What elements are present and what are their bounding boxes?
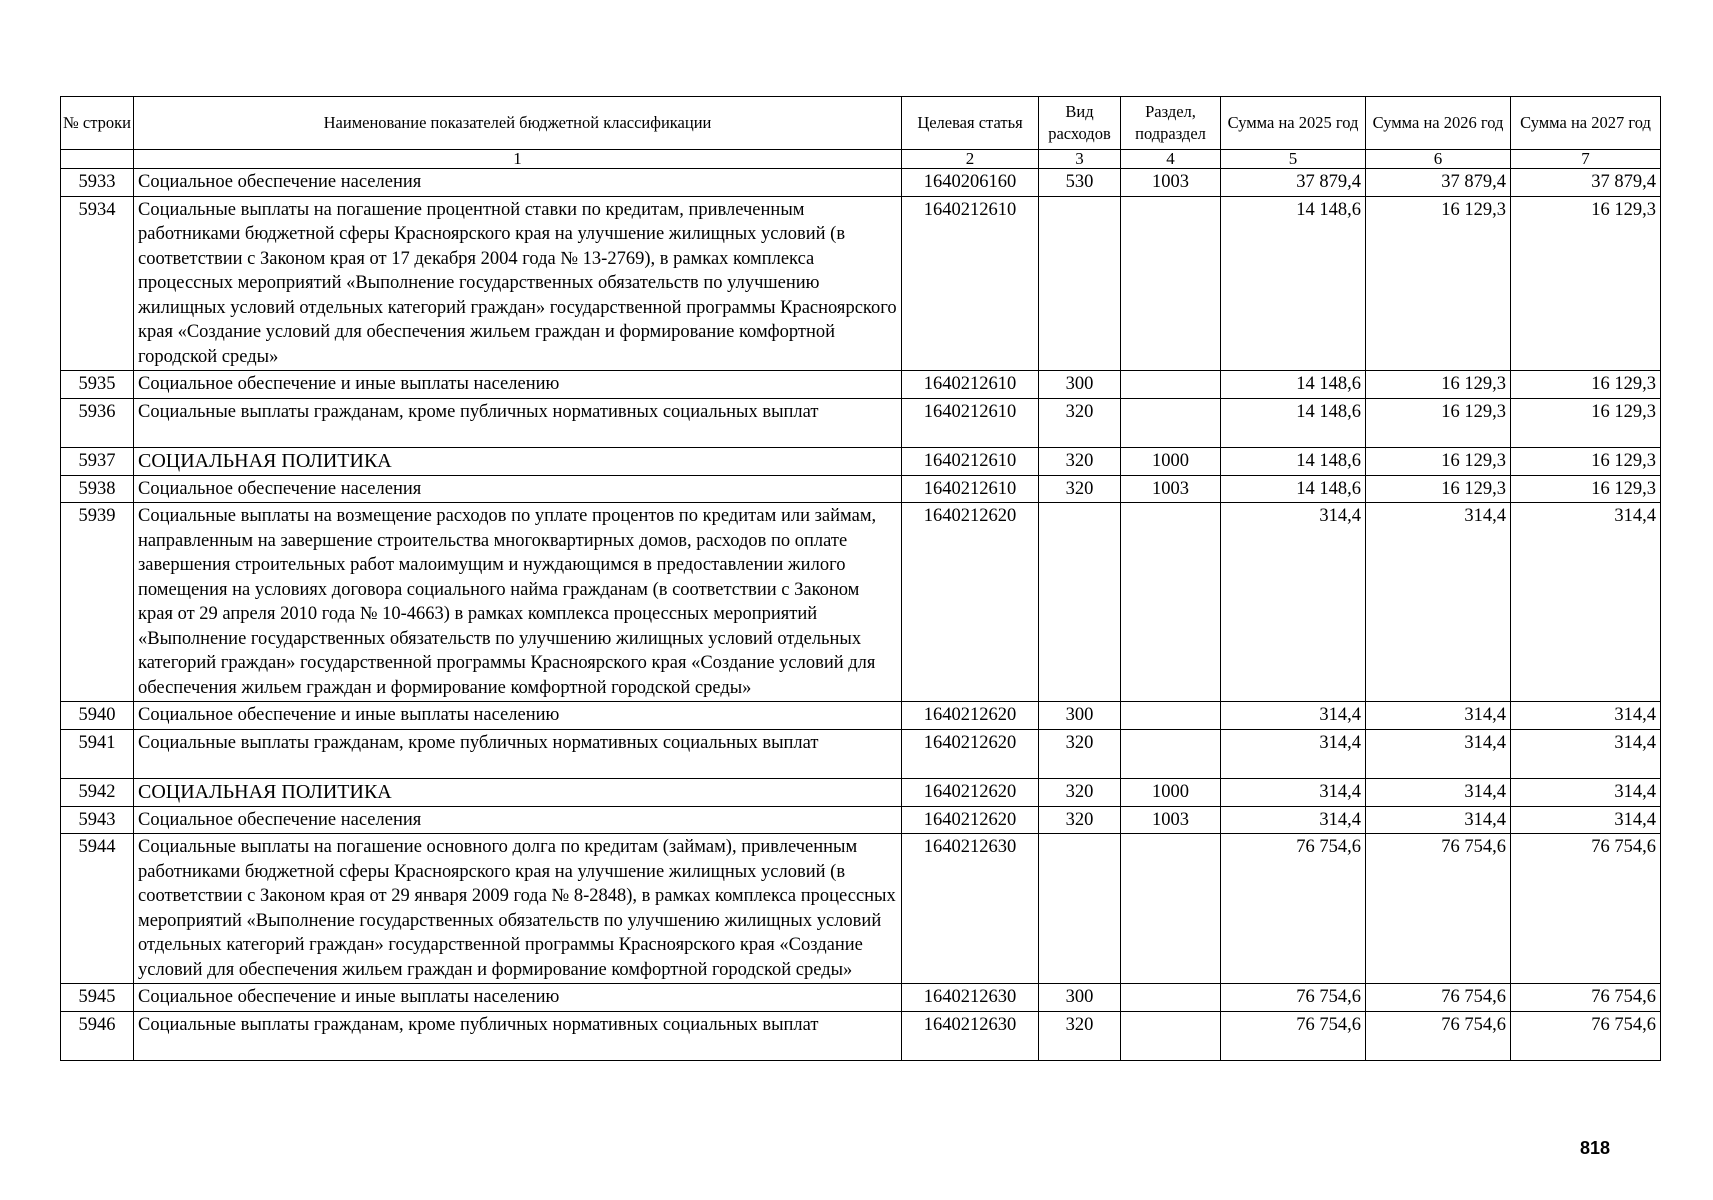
- row-name: Социальные выплаты на погашение процентной ставки по кредитам, привлеченным работниками бюджетной сферы Красноярского края на улучшение жилищных условий (в соответствии с Законом края от 17 декабря 2004 года № 13-2769), в рамках комплекса процессных мероприятий «Выполнение государственных обязательств по улучшению жилищных условий отдельных категорий граждан» государственной программы Красноярского края «Создание условий для обеспечения жильем граждан и формирование комфортной городской среды»: [134, 196, 902, 371]
- row-sum-2026: 76 754,6: [1366, 984, 1511, 1012]
- row-target-article: 1640212630: [902, 1011, 1039, 1061]
- row-expense-type: 320: [1039, 448, 1121, 476]
- row-sum-2025: 76 754,6: [1221, 834, 1366, 984]
- row-target-article: 1640212620: [902, 503, 1039, 702]
- table-row: [61, 196, 1661, 371]
- row-number: 5944: [61, 834, 134, 984]
- row-sum-2027: 314,4: [1511, 806, 1661, 834]
- table-row: [61, 503, 1661, 702]
- row-number: 5933: [61, 169, 134, 197]
- row-expense-type: 320: [1039, 806, 1121, 834]
- row-section: 1000: [1121, 448, 1221, 476]
- row-expense-type: [1039, 196, 1121, 371]
- row-sum-2026: 76 754,6: [1366, 1011, 1511, 1061]
- row-sum-2027: 16 129,3: [1511, 448, 1661, 476]
- row-number: 5943: [61, 806, 134, 834]
- row-sum-2025: 14 148,6: [1221, 475, 1366, 503]
- row-target-article: 1640212620: [902, 702, 1039, 730]
- row-expense-type: 530: [1039, 169, 1121, 197]
- row-expense-type: 300: [1039, 371, 1121, 399]
- row-number: 5942: [61, 779, 134, 807]
- row-sum-2027: 16 129,3: [1511, 196, 1661, 371]
- row-name: СОЦИАЛЬНАЯ ПОЛИТИКА: [134, 448, 902, 476]
- row-sum-2027: 76 754,6: [1511, 834, 1661, 984]
- row-name: Социальные выплаты на возмещение расходов по уплате процентов по кредитам или займам, направленным на завершение строительства многоквартирных домов, расходов по оплате завершения строительных работ малоимущим и нуждающимся в предоставлении жилого помещения на условиях договора социального найма гражданам (в соответствии с Законом края от 29 апреля 2010 года № 10-4663) в рамках комплекса процессных мероприятий «Выполнение государственных обязательств по улучшению жилищных условий отдельных категорий граждан» государственной программы Красноярского края «Создание условий для обеспечения жильем граждан и формирование комфортной городской среды»: [134, 503, 902, 702]
- row-sum-2026: 16 129,3: [1366, 196, 1511, 371]
- row-target-article: 1640212610: [902, 398, 1039, 448]
- table-row: [61, 475, 1661, 503]
- row-expense-type: [1039, 834, 1121, 984]
- column-number: 1: [134, 150, 902, 169]
- row-expense-type: [1039, 503, 1121, 702]
- header-vid: Вид расходов: [1039, 97, 1121, 150]
- row-section: [1121, 1011, 1221, 1061]
- row-section: [1121, 196, 1221, 371]
- header-sum-2025: Сумма на 2025 год: [1221, 97, 1366, 150]
- table-row: [61, 371, 1661, 399]
- row-sum-2025: 14 148,6: [1221, 448, 1366, 476]
- row-name: Социальные выплаты гражданам, кроме публичных нормативных социальных выплат: [134, 1011, 902, 1061]
- row-section: [1121, 834, 1221, 984]
- row-target-article: 1640212610: [902, 196, 1039, 371]
- row-sum-2026: 314,4: [1366, 806, 1511, 834]
- row-name: Социальное обеспечение населения: [134, 806, 902, 834]
- row-sum-2027: 76 754,6: [1511, 1011, 1661, 1061]
- table-row: [61, 729, 1661, 779]
- column-number: 6: [1366, 150, 1511, 169]
- row-sum-2027: 16 129,3: [1511, 475, 1661, 503]
- row-sum-2027: 16 129,3: [1511, 398, 1661, 448]
- table-row: [61, 834, 1661, 984]
- row-expense-type: 320: [1039, 398, 1121, 448]
- row-number: 5939: [61, 503, 134, 702]
- row-section: [1121, 729, 1221, 779]
- row-sum-2027: 37 879,4: [1511, 169, 1661, 197]
- row-section: 1003: [1121, 169, 1221, 197]
- row-sum-2025: 314,4: [1221, 503, 1366, 702]
- page-number: 818: [1580, 1138, 1611, 1158]
- table-row: [61, 806, 1661, 834]
- column-numbers-row: [61, 150, 1661, 169]
- row-sum-2026: 314,4: [1366, 779, 1511, 807]
- row-sum-2027: 314,4: [1511, 503, 1661, 702]
- row-number: 5934: [61, 196, 134, 371]
- row-name: Социальное обеспечение и иные выплаты населению: [134, 702, 902, 730]
- header-sum-2027: Сумма на 2027 год: [1511, 97, 1661, 150]
- budget-sheet: [60, 96, 1661, 1061]
- header-sum-2026: Сумма на 2026 год: [1366, 97, 1511, 150]
- row-number: 5945: [61, 984, 134, 1012]
- row-sum-2027: 314,4: [1511, 779, 1661, 807]
- row-sum-2025: 314,4: [1221, 702, 1366, 730]
- row-sum-2026: 314,4: [1366, 503, 1511, 702]
- row-target-article: 1640212620: [902, 729, 1039, 779]
- row-number: 5937: [61, 448, 134, 476]
- row-section: [1121, 371, 1221, 399]
- row-target-article: 1640212610: [902, 448, 1039, 476]
- row-sum-2027: 314,4: [1511, 702, 1661, 730]
- table-row: [61, 448, 1661, 476]
- row-section: 1003: [1121, 475, 1221, 503]
- row-name: Социальные выплаты гражданам, кроме публичных нормативных социальных выплат: [134, 398, 902, 448]
- row-name: СОЦИАЛЬНАЯ ПОЛИТИКА: [134, 779, 902, 807]
- header-row: [61, 97, 1661, 150]
- row-sum-2025: 14 148,6: [1221, 371, 1366, 399]
- column-number: 7: [1511, 150, 1661, 169]
- table-row: [61, 398, 1661, 448]
- column-number: 5: [1221, 150, 1366, 169]
- row-expense-type: 300: [1039, 984, 1121, 1012]
- header-target: Целевая статья: [902, 97, 1039, 150]
- row-section: [1121, 984, 1221, 1012]
- row-section: 1003: [1121, 806, 1221, 834]
- row-section: 1000: [1121, 779, 1221, 807]
- row-sum-2025: 314,4: [1221, 806, 1366, 834]
- table-row: [61, 1011, 1661, 1061]
- row-sum-2025: 14 148,6: [1221, 398, 1366, 448]
- table-row: [61, 779, 1661, 807]
- row-target-article: 1640212610: [902, 371, 1039, 399]
- row-number: 5938: [61, 475, 134, 503]
- row-section: [1121, 503, 1221, 702]
- row-name: Социальное обеспечение и иные выплаты населению: [134, 984, 902, 1012]
- row-target-article: 1640212610: [902, 475, 1039, 503]
- row-name: Социальные выплаты гражданам, кроме публичных нормативных социальных выплат: [134, 729, 902, 779]
- column-number: 3: [1039, 150, 1121, 169]
- row-name: Социальное обеспечение населения: [134, 475, 902, 503]
- row-name: Социальное обеспечение и иные выплаты населению: [134, 371, 902, 399]
- row-expense-type: 320: [1039, 475, 1121, 503]
- row-expense-type: 300: [1039, 702, 1121, 730]
- row-section: [1121, 702, 1221, 730]
- row-sum-2027: 16 129,3: [1511, 371, 1661, 399]
- header-razdel: Раздел, подраздел: [1121, 97, 1221, 150]
- row-target-article: 1640212630: [902, 834, 1039, 984]
- row-target-article: 1640212630: [902, 984, 1039, 1012]
- row-sum-2027: 76 754,6: [1511, 984, 1661, 1012]
- row-sum-2025: 314,4: [1221, 779, 1366, 807]
- header-row-num: № строки: [61, 97, 134, 150]
- row-expense-type: 320: [1039, 1011, 1121, 1061]
- header-name: Наименование показателей бюджетной классификации: [134, 97, 902, 150]
- row-section: [1121, 398, 1221, 448]
- row-target-article: 1640212620: [902, 779, 1039, 807]
- row-sum-2026: 16 129,3: [1366, 398, 1511, 448]
- column-number: 4: [1121, 150, 1221, 169]
- row-sum-2026: 314,4: [1366, 729, 1511, 779]
- row-sum-2025: 37 879,4: [1221, 169, 1366, 197]
- row-sum-2026: 37 879,4: [1366, 169, 1511, 197]
- row-sum-2025: 314,4: [1221, 729, 1366, 779]
- row-sum-2026: 16 129,3: [1366, 371, 1511, 399]
- row-number: 5946: [61, 1011, 134, 1061]
- row-number: 5935: [61, 371, 134, 399]
- row-name: Социальное обеспечение населения: [134, 169, 902, 197]
- row-number: 5940: [61, 702, 134, 730]
- row-target-article: 1640206160: [902, 169, 1039, 197]
- row-number: 5941: [61, 729, 134, 779]
- row-sum-2027: 314,4: [1511, 729, 1661, 779]
- column-number: 2: [902, 150, 1039, 169]
- column-number: [61, 150, 134, 169]
- row-sum-2026: 16 129,3: [1366, 448, 1511, 476]
- row-expense-type: 320: [1039, 729, 1121, 779]
- budget-table: [60, 96, 1661, 1061]
- row-sum-2026: 314,4: [1366, 702, 1511, 730]
- row-number: 5936: [61, 398, 134, 448]
- table-row: [61, 984, 1661, 1012]
- row-sum-2026: 16 129,3: [1366, 475, 1511, 503]
- row-sum-2026: 76 754,6: [1366, 834, 1511, 984]
- row-sum-2025: 14 148,6: [1221, 196, 1366, 371]
- row-expense-type: 320: [1039, 779, 1121, 807]
- table-row: [61, 169, 1661, 197]
- row-sum-2025: 76 754,6: [1221, 1011, 1366, 1061]
- table-row: [61, 702, 1661, 730]
- row-sum-2025: 76 754,6: [1221, 984, 1366, 1012]
- row-target-article: 1640212620: [902, 806, 1039, 834]
- row-name: Социальные выплаты на погашение основного долга по кредитам (займам), привлеченным работниками бюджетной сферы Красноярского края на улучшение жилищных условий (в соответствии с Законом края от 29 января 2009 года № 8-2848), в рамках комплекса процессных мероприятий «Выполнение государственных обязательств по улучшению жилищных условий отдельных категорий граждан» государственной программы Красноярского края «Создание условий для обеспечения жильем граждан и формирование комфортной городской среды»: [134, 834, 902, 984]
